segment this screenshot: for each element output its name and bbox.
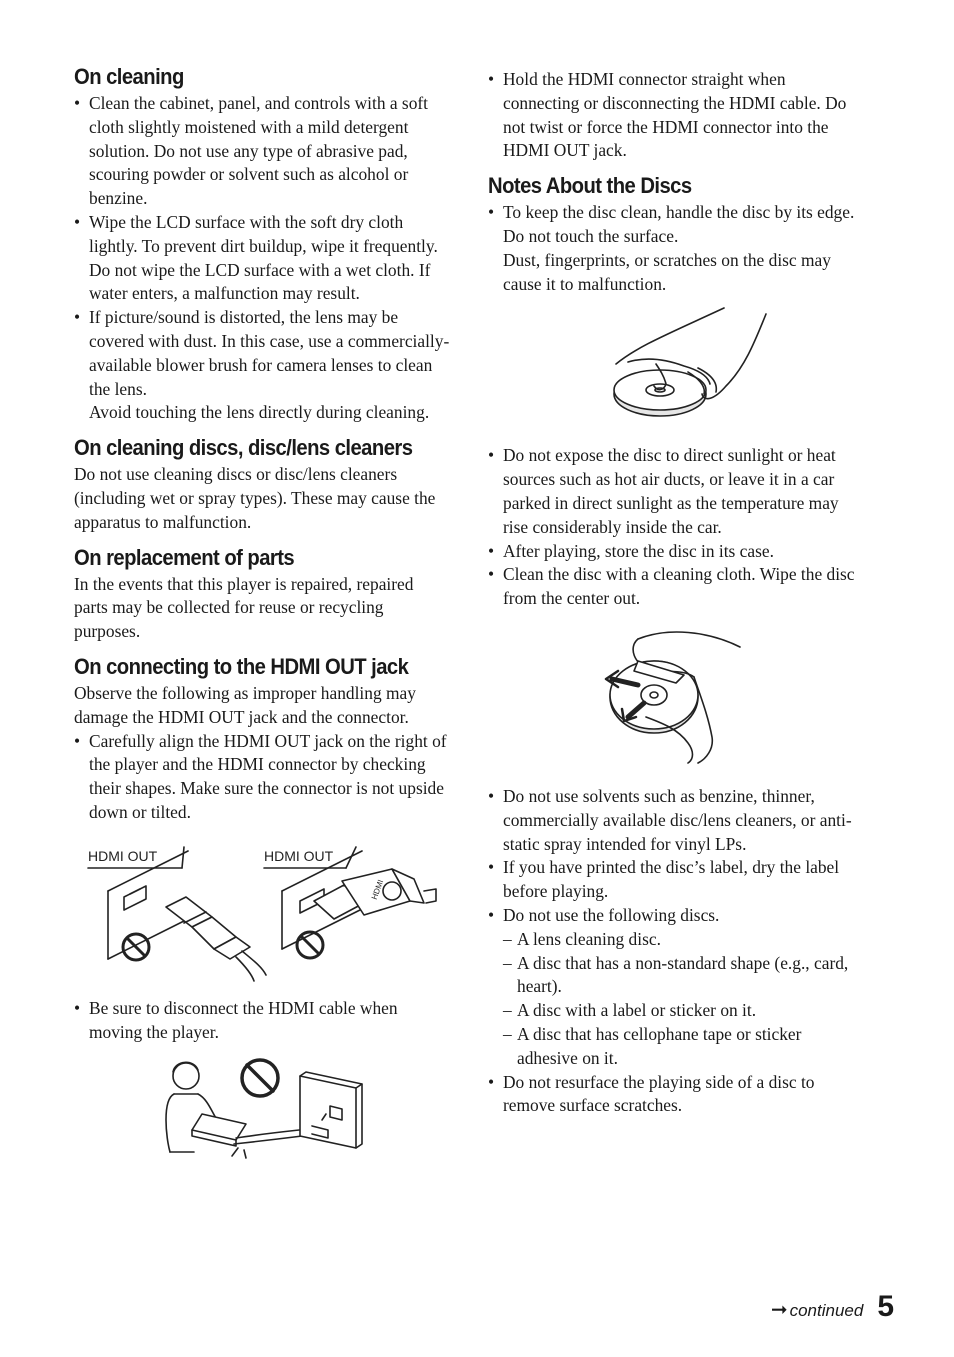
list-item: • Do not use solvents such as benzine, thinner, commercially available disc/lens cleaners, or anti-static spray intended for vinyl LPs. [488,785,866,856]
discs-list-2 [488,444,866,611]
replacement-body: In the events that this player is repaired, repaired parts may be collected for reuse or recycling purposes. [74,573,414,642]
cleaning-list [74,92,450,425]
discs-list-1 [488,201,866,296]
hdmi-plug-text: HDMI [369,878,386,901]
page-number: 5 [877,1290,894,1323]
list-item: • Do not resurface the playing side of a disc to remove surface scratches. [488,1071,866,1119]
heading-notes-discs: Notes About the Discs [488,173,692,199]
hdmi-connector-illustration [74,839,450,989]
hdmi-continued-list [488,68,866,163]
list-item: – A disc that has cellophane tape or sticker adhesive on it. [503,1023,866,1071]
section-notes-discs [488,171,866,1118]
list-item: • To keep the disc clean, handle the disc by its edge. Do not touch the surface. Dust, fingerprints, or scratches on the disc may cause it to malfunction. [488,201,866,296]
section-cleaning-discs [74,433,450,534]
list-item: • Do not expose the disc to direct sunlight or heat sources such as hot air ducts, or leave it in a car parked in direct sunlight as the temperature may rise considerably inside the car. [488,444,866,539]
list-item: • Do not use the following discs. – A lens cleaning disc. – A disc that has a non-standard shape (e.g., card, heart). – A disc with a label or sticker on it. – A disc that has cellophane tape or sticker adhesive on it. [488,904,866,1071]
list-item: – A disc that has a non-standard shape (e.g., card, heart). [503,952,866,1000]
heading-replacement-parts: On replacement of parts [74,544,295,570]
list-item: – A lens cleaning disc. [503,928,866,952]
hdmi-list-2 [74,997,450,1045]
list-item: • Carefully align the HDMI OUT jack on the right of the player and the HDMI connector by checking their shapes. Make sure the connector is not upside down or tilted. [74,730,450,825]
right-column [488,62,866,1118]
list-item: • Clean the cabinet, panel, and controls with a soft cloth slightly moistened with a mild detergent solution. Do not use any type of abrasive pad, scouring powder or solvent such as alcohol or benzine. [74,92,450,211]
hdmi-list [74,730,450,825]
arrow-right-icon: ➞ [770,1299,788,1321]
section-on-cleaning [74,62,450,425]
hdmi-out-label-right: HDMI OUT [264,847,334,864]
disc-exclusion-list [503,928,866,1071]
list-item: • Be sure to disconnect the HDMI cable when moving the player. [74,997,450,1045]
list-item: • Clean the disc with a cleaning cloth. Wipe the disc from the center out. [488,563,866,611]
list-item: • Wipe the LCD surface with the soft dry cloth lightly. To prevent dirt buildup, wipe it frequently. Do not wipe the LCD surface with a wet cloth. If water enters, a malfunction may result. [74,211,450,306]
heading-hdmi: On connecting to the HDMI OUT jack [74,653,409,679]
cleaning-discs-body: Do not use cleaning discs or disc/lens cleaners (including wet or spray types). These may cause the apparatus to malfunction. [74,464,436,532]
list-item: • If you have printed the disc’s label, dry the label before playing. [488,856,866,904]
list-item: • After playing, store the disc in its case. [488,540,866,564]
continued-indicator: ➞ continued [770,1299,864,1321]
section-hdmi [74,652,450,1164]
heading-cleaning-discs: On cleaning discs, disc/lens cleaners [74,435,413,461]
list-item: • Hold the HDMI connector straight when connecting or disconnecting the HDMI cable. Do not twist or force the HDMI connector into the HDMI OUT jack. [488,68,866,163]
heading-on-cleaning: On cleaning [74,64,184,89]
hdmi-out-label-left: HDMI OUT [88,847,158,864]
hdmi-intro: Observe the following as improper handling may damage the HDMI OUT jack and the connector. [74,682,416,727]
page-footer [771,1290,894,1324]
section-replacement-parts [74,543,450,644]
list-item: • If picture/sound is distorted, the lens may be covered with dust. In this case, use a commercially-available blower brush for camera lenses to clean the lens. Avoid touching the lens directly during cleaning. [74,306,450,425]
left-column [74,62,450,1164]
list-item: – A disc with a label or sticker on it. [503,999,866,1023]
discs-list-3 [488,785,866,1118]
moving-player-illustration [74,1054,450,1164]
hold-disc-illustration [488,306,866,436]
wipe-disc-illustration [488,625,866,765]
